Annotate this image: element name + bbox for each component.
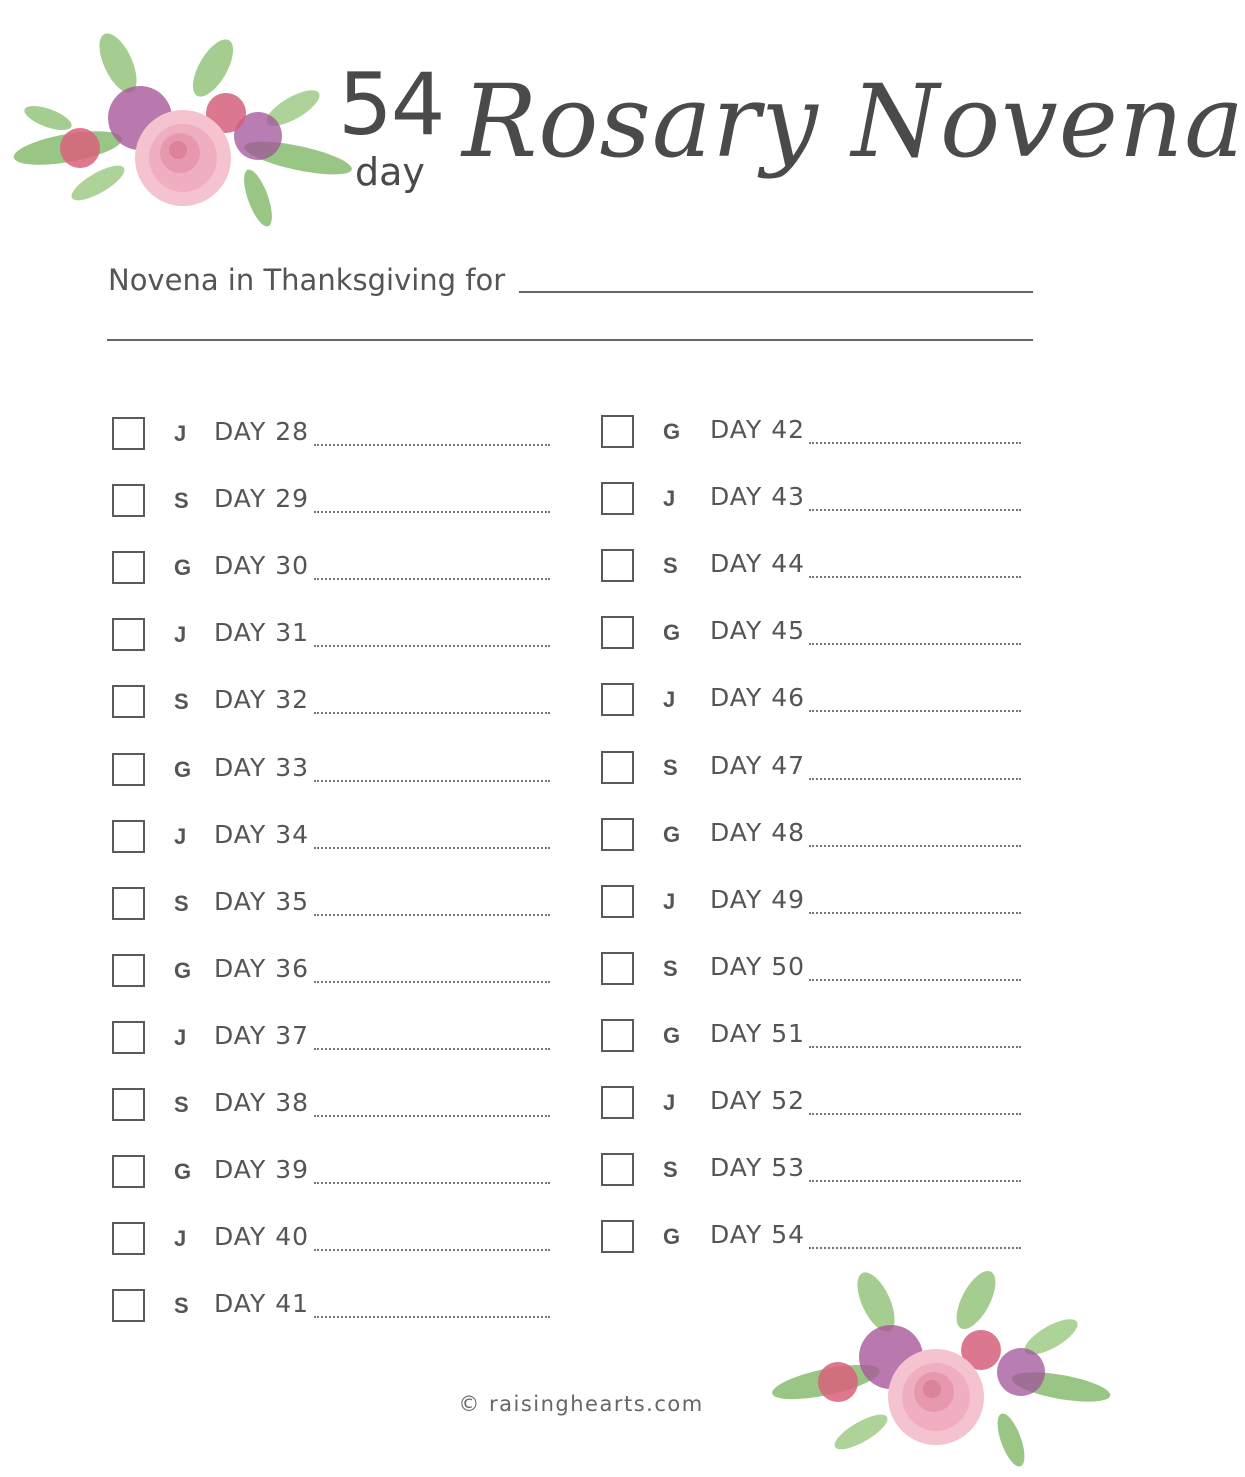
day-checkbox[interactable]	[601, 1019, 634, 1052]
notes-dotted-line[interactable]	[314, 780, 550, 782]
notes-dotted-line[interactable]	[314, 1182, 550, 1184]
day-label: DAY 51	[710, 1018, 806, 1048]
checklist-row	[601, 415, 1061, 455]
mystery-letter: S	[174, 890, 189, 916]
checklist-row	[112, 1155, 572, 1195]
day-checkbox[interactable]	[112, 1289, 145, 1322]
notes-dotted-line[interactable]	[809, 1247, 1021, 1249]
day-label: DAY 31	[214, 618, 310, 648]
day-checkbox[interactable]	[112, 820, 145, 853]
day-label: DAY 43	[710, 482, 806, 512]
mystery-letter: G	[663, 620, 681, 646]
notes-dotted-line[interactable]	[314, 1316, 550, 1318]
day-checkbox[interactable]	[601, 549, 634, 582]
mystery-letter: J	[174, 1226, 187, 1252]
title-number: 54	[338, 55, 444, 155]
day-label: DAY 30	[214, 551, 310, 581]
checklist-row	[112, 685, 572, 725]
mystery-letter: S	[174, 1293, 189, 1319]
mystery-letter: S	[663, 1157, 678, 1183]
day-checkbox[interactable]	[112, 1088, 145, 1121]
day-checkbox[interactable]	[112, 551, 145, 584]
notes-dotted-line[interactable]	[314, 1115, 550, 1117]
checklist-row	[112, 618, 572, 658]
mystery-letter: S	[663, 955, 678, 981]
floral-bouquet-bottom-icon	[766, 1262, 1111, 1472]
notes-dotted-line[interactable]	[314, 1048, 550, 1050]
mystery-letter: G	[663, 1022, 681, 1048]
intention-line-2[interactable]	[107, 339, 1033, 341]
floral-bouquet-top-icon	[8, 18, 353, 228]
mystery-letter: J	[174, 1024, 187, 1050]
day-label: DAY 53	[710, 1153, 806, 1183]
checklist-row	[601, 482, 1061, 522]
day-checkbox[interactable]	[112, 1155, 145, 1188]
checklist-row	[112, 1289, 572, 1329]
checklist-row	[112, 484, 572, 524]
day-label: DAY 40	[214, 1222, 310, 1252]
day-label: DAY 50	[710, 951, 806, 981]
notes-dotted-line[interactable]	[809, 778, 1021, 780]
notes-dotted-line[interactable]	[314, 645, 550, 647]
copyright-footer: © raisinghearts.com	[458, 1392, 704, 1416]
mystery-letter: G	[663, 821, 681, 847]
checklist-row	[601, 549, 1061, 589]
mystery-letter: G	[663, 419, 681, 444]
day-checkbox[interactable]	[112, 753, 145, 786]
mystery-letter: S	[174, 488, 189, 514]
mystery-letter: J	[663, 1090, 676, 1115]
day-label: DAY 32	[214, 685, 310, 715]
day-checkbox[interactable]	[601, 683, 634, 716]
page-title: Rosary Novena	[462, 63, 1245, 180]
day-label: DAY 45	[710, 616, 806, 646]
day-label: DAY 47	[710, 750, 806, 780]
day-label: DAY 49	[710, 884, 806, 914]
day-checkbox[interactable]	[112, 1021, 145, 1054]
notes-dotted-line[interactable]	[809, 710, 1021, 712]
day-label: DAY 34	[214, 819, 310, 849]
day-checkbox[interactable]	[601, 751, 634, 784]
day-label: DAY 37	[214, 1020, 310, 1050]
day-label: DAY 48	[710, 817, 806, 847]
notes-dotted-line[interactable]	[314, 847, 550, 849]
mystery-letter: G	[663, 1224, 681, 1250]
checklist-row	[112, 820, 572, 860]
notes-dotted-line[interactable]	[314, 981, 550, 983]
notes-dotted-line[interactable]	[809, 979, 1021, 981]
checklist-row	[112, 551, 572, 591]
notes-dotted-line[interactable]	[809, 442, 1021, 444]
checklist-row	[601, 616, 1061, 656]
checklist-row	[601, 1220, 1061, 1260]
checklist-row	[112, 417, 572, 457]
notes-dotted-line[interactable]	[809, 1180, 1021, 1182]
mystery-letter: G	[174, 756, 192, 782]
mystery-letter: S	[663, 553, 678, 579]
notes-dotted-line[interactable]	[809, 845, 1021, 847]
mystery-letter: S	[174, 1092, 189, 1117]
checklist-row	[601, 885, 1061, 925]
day-label: DAY 33	[214, 752, 310, 782]
checklist-row	[601, 1019, 1061, 1059]
day-checkbox[interactable]	[601, 1086, 634, 1119]
checklist-row	[601, 952, 1061, 992]
checklist-row	[601, 751, 1061, 791]
notes-dotted-line[interactable]	[314, 712, 550, 714]
day-label: DAY 38	[214, 1088, 310, 1117]
day-label: DAY 35	[214, 886, 310, 916]
day-label: DAY 52	[710, 1086, 806, 1115]
day-checkbox[interactable]	[112, 1222, 145, 1255]
notes-dotted-line[interactable]	[809, 1113, 1021, 1115]
day-checkbox[interactable]	[112, 417, 145, 450]
checklist-row	[112, 954, 572, 994]
day-checkbox[interactable]	[601, 1220, 634, 1253]
mystery-letter: G	[174, 957, 192, 983]
mystery-letter: J	[174, 823, 187, 849]
day-checkbox[interactable]	[601, 482, 634, 515]
day-checkbox[interactable]	[601, 885, 634, 918]
day-checkbox[interactable]	[112, 618, 145, 651]
mystery-letter: J	[663, 888, 676, 914]
day-checkbox[interactable]	[112, 685, 145, 718]
checklist-row	[112, 1088, 572, 1128]
title-day-word: day	[355, 150, 425, 194]
day-checkbox[interactable]	[112, 484, 145, 517]
mystery-letter: J	[663, 687, 676, 713]
day-label: DAY 46	[710, 683, 806, 713]
mystery-letter: G	[174, 1159, 192, 1185]
day-label: DAY 44	[710, 549, 806, 579]
notes-dotted-line[interactable]	[314, 578, 550, 580]
mystery-letter: G	[174, 555, 192, 581]
day-checkbox[interactable]	[601, 818, 634, 851]
mystery-letter: J	[174, 622, 187, 648]
mystery-letter: S	[663, 754, 678, 780]
mystery-letter: J	[663, 486, 676, 512]
notes-dotted-line[interactable]	[809, 912, 1021, 914]
notes-dotted-line[interactable]	[314, 444, 550, 446]
checklist-row	[601, 683, 1061, 723]
checklist-row	[112, 1222, 572, 1262]
day-checkbox[interactable]	[601, 616, 634, 649]
intention-line-1[interactable]	[519, 291, 1033, 293]
day-checkbox[interactable]	[112, 954, 145, 987]
day-label: DAY 28	[214, 417, 310, 446]
notes-dotted-line[interactable]	[809, 643, 1021, 645]
checklist-row	[601, 818, 1061, 858]
notes-dotted-line[interactable]	[809, 1046, 1021, 1048]
notes-dotted-line[interactable]	[314, 1249, 550, 1251]
mystery-letter: J	[174, 421, 187, 446]
day-label: DAY 29	[214, 484, 310, 514]
checklist-row	[112, 887, 572, 927]
day-label: DAY 42	[710, 415, 806, 444]
mystery-letter: S	[174, 689, 189, 715]
notes-dotted-line[interactable]	[314, 511, 550, 513]
day-checkbox[interactable]	[112, 887, 145, 920]
day-label: DAY 41	[214, 1289, 310, 1319]
checklist-row	[112, 753, 572, 793]
checklist-row	[601, 1153, 1061, 1193]
notes-dotted-line[interactable]	[314, 914, 550, 916]
notes-dotted-line[interactable]	[809, 576, 1021, 578]
day-checkbox[interactable]	[601, 415, 634, 448]
day-label: DAY 54	[710, 1220, 806, 1250]
notes-dotted-line[interactable]	[809, 509, 1021, 511]
day-checkbox[interactable]	[601, 1153, 634, 1186]
day-label: DAY 36	[214, 953, 310, 983]
checklist-row	[112, 1021, 572, 1061]
day-checkbox[interactable]	[601, 952, 634, 985]
intention-label: Novena in Thanksgiving for	[108, 263, 506, 297]
checklist-row	[601, 1086, 1061, 1126]
day-label: DAY 39	[214, 1155, 310, 1185]
